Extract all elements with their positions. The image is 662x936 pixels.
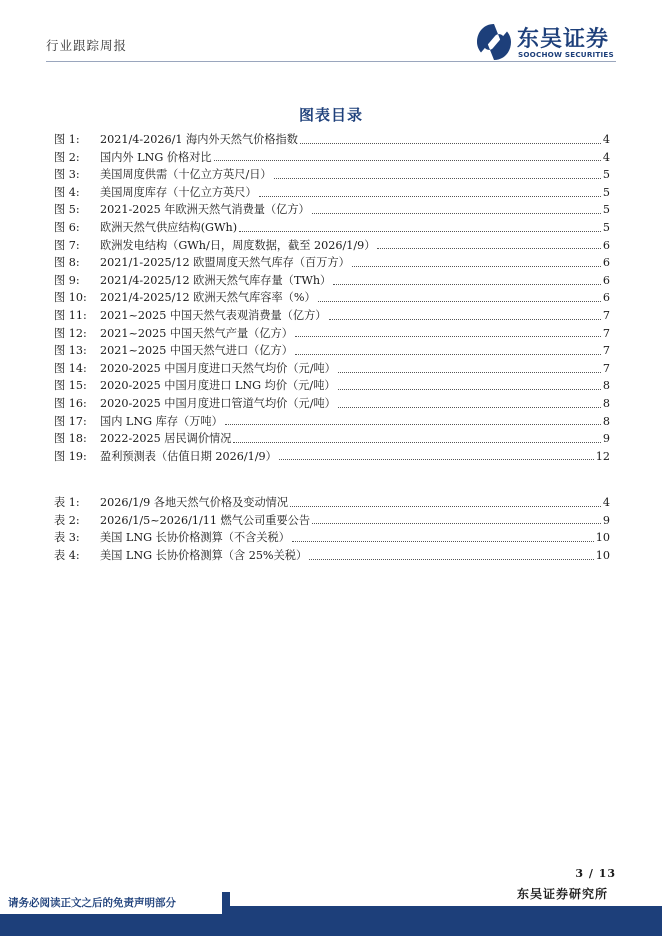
toc-leader-dots [338,371,601,373]
toc-entry-label: 图 14: [54,361,87,375]
toc-entry-label: 图 1: [54,133,80,146]
toc-entry-title: 2021/4-2025/12 欧洲天然气库存量（TWh） [100,273,332,287]
toc-leader-dots [295,353,601,355]
toc-entry-title: 美国 LNG 长协价格测算（含 25%关税） [100,548,308,562]
toc-leader-dots [233,441,600,443]
toc-leader-dots [338,388,601,390]
toc-entry-title: 美国 LNG 长协价格测算（不含关税） [100,531,290,545]
toc-entry-label: 图 2: [54,150,80,164]
toc-entry-page: 5 [602,220,610,234]
toc-entry[interactable] [54,547,610,565]
toc-entry[interactable] [54,512,610,530]
toc-entry-label: 表 4: [54,548,80,562]
toc-entry[interactable] [54,131,610,149]
toc-leader-dots [239,230,601,232]
toc-entry-title: 2020-2025 中国月度进口天然气均价（元/吨） [100,361,336,375]
toc-leader-dots [290,505,601,507]
toc-entry[interactable] [54,219,610,237]
toc-leader-dots [259,195,601,197]
toc-entry-label: 图 15: [54,379,87,393]
toc-entry-label: 图 5: [54,203,80,217]
toc-entry-title: 欧洲天然气供应结构(GWh) [100,220,238,234]
toc-leader-dots [352,265,601,267]
toc-leader-dots [274,177,601,179]
table-list [54,494,610,564]
toc-entry-page: 9 [602,513,610,527]
toc-entry-title: 2020-2025 中国月度进口管道气均价（元/吨） [100,396,336,410]
toc-entry[interactable] [54,237,610,255]
toc-entry-page: 7 [602,361,610,375]
toc-entry-title: 2021~2025 中国天然气表观消费量（亿方） [100,308,327,322]
soochow-logo-icon [474,22,514,62]
toc-entry-title: 2020-2025 中国月度进口 LNG 均价（元/吨） [100,379,336,393]
toc-entry-page: 7 [602,326,610,340]
toc-entry-label: 图 11: [54,308,87,322]
toc-leader-dots [333,283,601,285]
toc-entry[interactable] [54,149,610,167]
toc-entry-label: 图 6: [54,220,80,234]
toc-entry[interactable] [54,289,610,307]
toc-entry[interactable] [54,360,610,378]
toc-leader-dots [225,423,601,425]
toc-leader-dots [300,142,601,144]
company-logo [474,22,624,64]
toc-entry[interactable] [54,377,610,395]
logo-chinese-text: 东吴证券 [517,27,610,52]
toc-entry-title: 国内 LNG 库存（万吨） [100,414,223,428]
toc-leader-dots [295,335,601,337]
section-label: 行业跟踪周报 [46,38,128,53]
toc-entry-page: 4 [602,133,610,146]
toc-entry-title: 美国周度库存（十亿立方英尺） [100,185,257,199]
toc-entry-label: 图 10: [54,291,87,305]
footer-org: 东吴证券研究所 [516,887,608,901]
toc-leader-dots [329,318,601,320]
toc-leader-dots [279,458,594,460]
figure-list [54,131,610,465]
toc-entry-label: 图 16: [54,396,87,410]
toc-entry-title: 2026/1/5~2026/1/11 燃气公司重要公告 [100,513,311,527]
toc-entry[interactable] [54,529,610,547]
toc-entry-title: 2026/1/9 各地天然气价格及变动情况 [100,496,289,509]
toc-entry[interactable] [54,494,610,512]
toc-entry-page: 6 [602,291,610,305]
toc-entry[interactable] [54,413,610,431]
toc-entry-label: 表 3: [54,531,80,545]
toc-entry-page: 5 [602,168,610,182]
toc-entry-title: 国内外 LNG 价格对比 [100,150,212,164]
toc-entry-label: 图 3: [54,168,80,182]
toc-entry-page: 10 [595,548,610,562]
toc-entry-page: 4 [602,150,610,164]
toc-leader-dots [318,300,601,302]
toc-entry-title: 2022-2025 居民调价情况 [100,432,232,446]
toc-entry-label: 表 2: [54,513,80,527]
header-divider [46,61,616,62]
toc-entry-label: 图 18: [54,432,87,446]
page-number: 3 / 13 [575,867,616,880]
toc-leader-dots [338,406,601,408]
toc-entry[interactable] [54,430,610,448]
toc-entry[interactable] [54,254,610,272]
toc-entry-page: 6 [602,273,610,287]
toc-entry-label: 表 1: [54,496,80,509]
toc-entry-page: 5 [602,185,610,199]
toc-entry-page: 6 [602,256,610,270]
toc-entry-title: 美国周度供需（十亿立方英尺/日） [100,168,272,182]
toc-entry-title: 2021/4-2026/1 海内外天然气价格指数 [100,133,298,146]
logo-english-text: SOOCHOW SECURITIES [518,50,614,59]
toc-entry-label: 图 19: [54,449,87,463]
toc-entry[interactable] [54,395,610,413]
toc-entry-title: 欧洲发电结构（GWh/日，周度数据，截至 2026/1/9） [100,238,376,252]
toc-entry[interactable] [54,272,610,290]
toc-entry-label: 图 12: [54,326,87,340]
toc-entry-title: 2021/4-2025/12 欧洲天然气库容率（%） [100,291,316,305]
toc-entry-page: 4 [602,496,610,509]
toc-entry-title: 2021~2025 中国天然气产量（亿方） [100,326,293,340]
toc-leader-dots [309,558,594,560]
toc-leader-dots [312,212,601,214]
disclaimer-notice: 请务必阅读正文之后的免责声明部分 [8,897,176,909]
toc-entry-label: 图 13: [54,344,87,358]
toc-entry-title: 盈利预测表（估值日期 2026/1/9） [100,449,277,463]
toc-leader-dots [312,522,601,524]
toc-entry-label: 图 9: [54,273,80,287]
toc-entry-page: 10 [595,531,610,545]
toc-entry-page: 5 [602,203,610,217]
toc-entry-page: 12 [595,449,610,463]
toc-entry-page: 6 [602,238,610,252]
toc-entry[interactable] [54,448,610,466]
toc-entry[interactable] [54,307,610,325]
toc-leader-dots [292,540,594,542]
toc-entry-page: 8 [602,379,610,393]
toc-entry-label: 图 8: [54,256,80,270]
toc-leader-dots [214,159,601,161]
toc-entry-label: 图 17: [54,414,87,428]
toc-entry-page: 8 [602,414,610,428]
toc-entry-page: 9 [602,432,610,446]
disclaimer-tab [0,892,230,922]
toc-entry-title: 2021~2025 中国天然气进口（亿方） [100,344,293,358]
toc-entry[interactable] [54,342,610,360]
toc-entry-label: 图 7: [54,238,80,252]
toc-entry-page: 7 [602,308,610,322]
toc-entry[interactable] [54,201,610,219]
toc-entry[interactable] [54,325,610,343]
toc-entry[interactable] [54,166,610,184]
toc-entry-title: 2021/1-2025/12 欧盟周度天然气库存（百万方） [100,256,350,270]
toc-entry-page: 8 [602,396,610,410]
toc-entry-title: 2021-2025 年欧洲天然气消费量（亿方） [100,203,310,217]
toc-leader-dots [377,247,600,249]
toc-entry-label: 图 4: [54,185,80,199]
toc-title: 图表目录 [298,106,363,124]
toc-entry-page: 7 [602,344,610,358]
toc-entry[interactable] [54,184,610,202]
